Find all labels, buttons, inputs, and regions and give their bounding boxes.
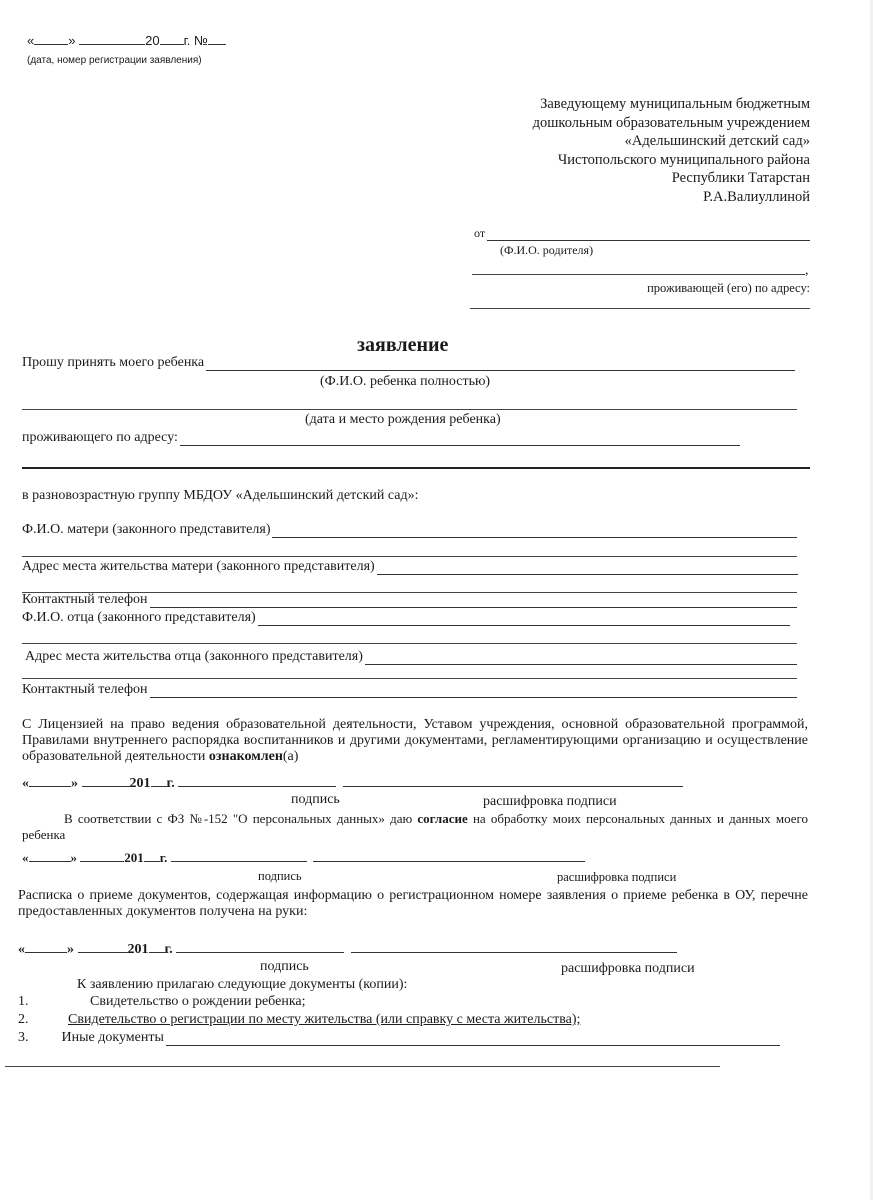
- parent-caption: (Ф.И.О. родителя): [500, 243, 594, 257]
- blank-line[interactable]: [22, 678, 797, 679]
- quote-close: »: [71, 776, 78, 791]
- phone-label: Контактный телефон: [22, 682, 148, 697]
- registration-line: [27, 32, 226, 49]
- quote-close: »: [68, 33, 76, 48]
- father-phone-field[interactable]: [22, 682, 797, 698]
- ask-label: Прошу принять моего ребенка: [22, 355, 205, 370]
- quote-open: «: [22, 850, 29, 865]
- license-suffix: (а): [282, 749, 299, 764]
- quote-close: »: [67, 942, 74, 957]
- signature-decode-caption: расшифровка подписи: [561, 961, 695, 976]
- addressee-line: дошкольным образовательным учреждением: [532, 114, 810, 131]
- mother-name-field[interactable]: [22, 522, 797, 538]
- year-g: г.: [164, 942, 173, 957]
- reg-number-label: г. №: [183, 33, 208, 48]
- year-g: г.: [159, 850, 168, 865]
- father-name-label: Ф.И.О. отца (законного представителя): [22, 610, 256, 625]
- child-caption: (Ф.И.О. ребенка полностью): [320, 374, 491, 389]
- date-sign-row-1[interactable]: [22, 774, 683, 792]
- birth-line[interactable]: [22, 409, 797, 410]
- signature-decode-caption: расшифровка подписи: [483, 794, 617, 809]
- addressee-line: Заведующему муниципальным бюджетным: [540, 96, 810, 112]
- address-label: проживающей (его) по адресу:: [647, 281, 810, 295]
- year: 201: [129, 776, 151, 791]
- attachment-item: [18, 1012, 581, 1028]
- residing-label: проживающего по адресу:: [22, 430, 178, 445]
- attachment-item-other[interactable]: [18, 1030, 780, 1046]
- registration-caption: (дата, номер регистрации заявления): [27, 55, 202, 66]
- addressee-line: «Адельшинский детский сад»: [624, 133, 810, 149]
- consent-paragraph: [22, 811, 808, 843]
- child-name-field[interactable]: [22, 355, 795, 371]
- blank-line[interactable]: [5, 1066, 720, 1067]
- year: 201: [127, 942, 149, 957]
- quote-open: «: [18, 942, 25, 957]
- quote-close: »: [70, 850, 77, 865]
- item-number: 2.: [18, 1012, 29, 1027]
- date-sign-row-2[interactable]: [22, 849, 585, 866]
- year-g: г.: [166, 776, 175, 791]
- year: 201: [124, 850, 144, 865]
- father-address-label: Адрес места жительства отца (законного представителя): [25, 649, 363, 664]
- addressee-line: Р.А.Валиуллиной: [703, 188, 810, 205]
- consent-bold: согласие: [417, 811, 468, 826]
- parent-line[interactable]: [472, 274, 805, 275]
- signature-decode-caption: расшифровка подписи: [557, 870, 677, 884]
- from-field[interactable]: [474, 225, 810, 241]
- signature-caption: подпись: [260, 959, 309, 974]
- group-text: в разновозрастную группу МБДОУ «Адельшинский детский сад»:: [22, 488, 419, 503]
- license-bold: ознакомлен: [208, 749, 283, 764]
- consent-pre: В соответствии с ФЗ №-152 "О персональных данных» даю: [64, 811, 413, 826]
- mother-address-field[interactable]: [22, 559, 798, 575]
- signature-caption: подпись: [258, 869, 302, 883]
- address-line[interactable]: [470, 308, 810, 309]
- item-number: 1.: [18, 994, 29, 1009]
- license-text: С Лицензией на право ведения образовательной деятельности, Уставом учреждения, основной образовательной программой, Правилами внутреннего распорядка воспитанников и другими документами, регламентирующими организацию и осуществление образовательной деятельности: [22, 717, 808, 764]
- reg-year: 20: [145, 33, 160, 48]
- license-paragraph: [22, 717, 808, 765]
- signature-caption: подпись: [291, 792, 340, 807]
- comma: ,: [805, 263, 809, 278]
- item-text: Иные документы: [61, 1030, 164, 1045]
- child-address-field[interactable]: [22, 430, 740, 446]
- mother-name-label: Ф.И.О. матери (законного представителя): [22, 522, 271, 537]
- addressee-line: Чистопольского муниципального района: [557, 151, 810, 168]
- attachment-item: [18, 994, 306, 1010]
- phone-label: Контактный телефон: [22, 592, 148, 607]
- consent-post: на обработку моих персональных данных и данных моего ребенка: [22, 811, 809, 842]
- father-name-field[interactable]: [22, 610, 790, 626]
- separator: [22, 467, 810, 469]
- birth-caption: (дата и место рождения ребенка): [305, 412, 501, 427]
- date-sign-row-3[interactable]: [18, 940, 677, 958]
- receipt-paragraph: Расписка о приеме документов, содержащая информацию о регистрационном номере заявления о приеме ребенка в ОУ, перечне предоставленных документов получена на руки:: [18, 888, 808, 919]
- mother-phone-field[interactable]: [22, 592, 797, 608]
- father-address-field[interactable]: [25, 649, 797, 665]
- item-text: Свидетельство о рождении ребенка;: [90, 994, 306, 1009]
- quote-open: «: [27, 33, 35, 48]
- addressee-block: [533, 95, 810, 206]
- mother-address-label: Адрес места жительства матери (законного представителя): [22, 559, 375, 574]
- from-label: от: [474, 226, 486, 240]
- item-number: 3.: [18, 1030, 29, 1045]
- document-title: заявление: [357, 334, 449, 356]
- addressee-line: Республики Татарстан: [671, 170, 810, 186]
- item-text: Свидетельство о регистрации по месту жительства (или справку с места жительства);: [68, 1012, 581, 1027]
- attachments-intro: К заявлению прилагаю следующие документы (копии):: [77, 977, 408, 992]
- blank-line[interactable]: [22, 643, 797, 644]
- blank-line[interactable]: [22, 556, 797, 557]
- quote-open: «: [22, 776, 29, 791]
